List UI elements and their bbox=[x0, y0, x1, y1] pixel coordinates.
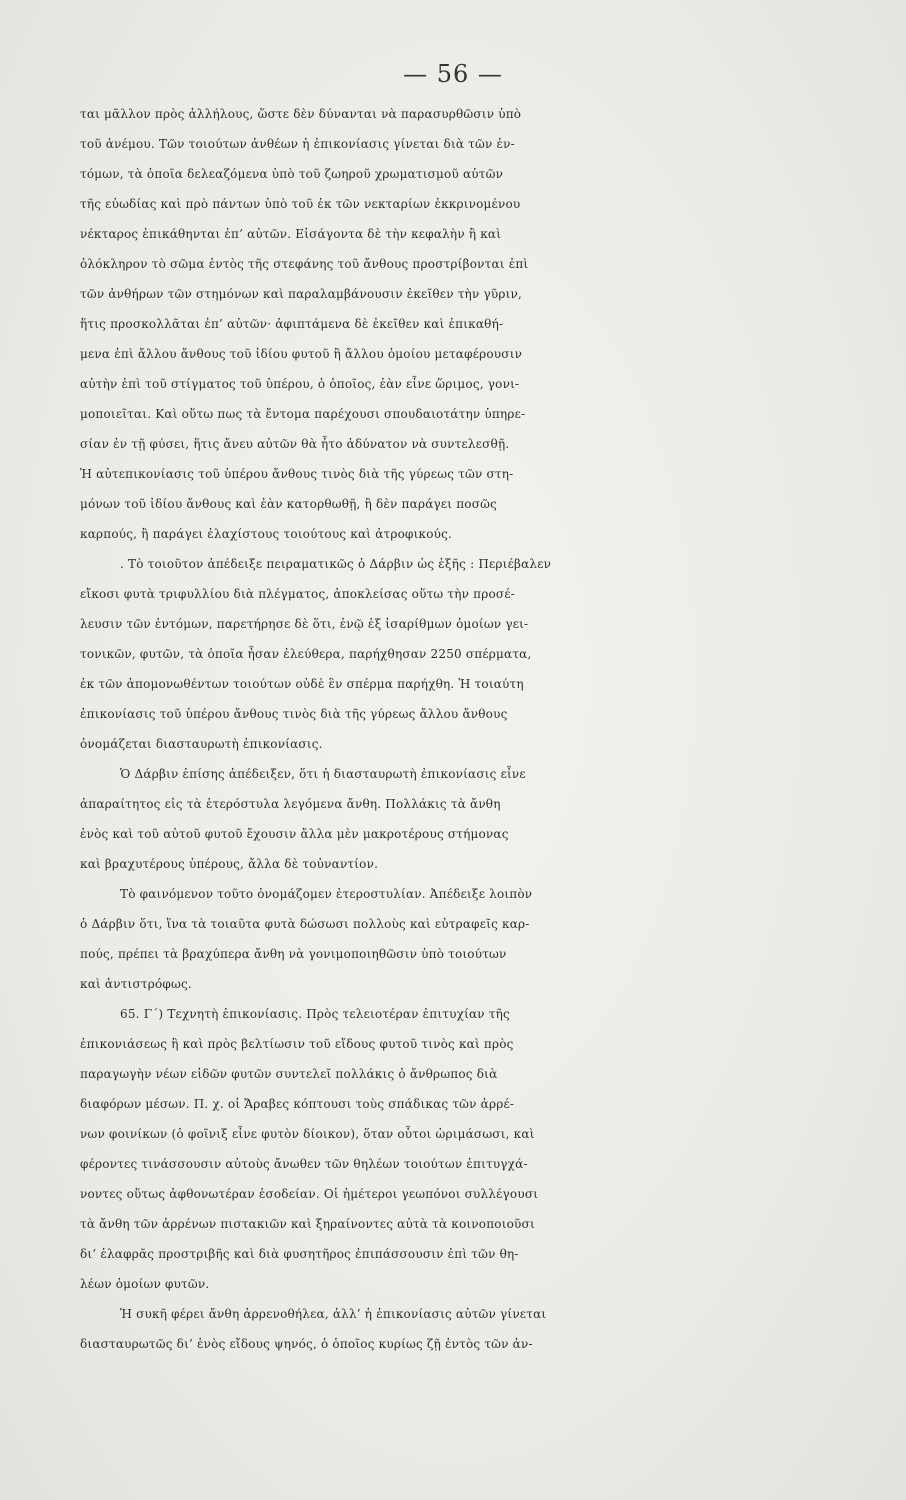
text-line: εἴκοσι φυτὰ τριφυλλίου διὰ πλέγματος, ἀποκλείσας οὕτω τὴν προσέ- bbox=[80, 587, 515, 601]
text-line: λέων ὁμοίων φυτῶν. bbox=[80, 1277, 210, 1291]
text-line: ται μᾶλλον πρὸς ἀλλήλους, ὥστε δὲν δύνανται νὰ παρασυρθῶσιν ὑπὸ bbox=[80, 107, 522, 121]
text-line: καὶ βραχυτέρους ὑπέρους, ἄλλα δὲ τοὐναντίον. bbox=[80, 857, 379, 871]
text-line: ἥτις προσκολλᾶται ἐπ’ αὐτῶν· ἀφιπτάμενα δὲ ἐκεῖθεν καὶ ἐπικαθή- bbox=[80, 317, 504, 331]
text-line: ἐκ τῶν ἀπομονωθέντων τοιούτων οὐδὲ ἓν σπέρμα παρήχθη. Ἡ τοιαύτη bbox=[80, 677, 524, 691]
text-line: μοποιεῖται. Καὶ οὕτω πως τὰ ἔντομα παρέχουσι σπουδαιοτάτην ὑπηρε- bbox=[80, 407, 526, 421]
text-line: νοντες οὕτως ἀφθονωτέραν ἐσοδείαν. Οἱ ἡμέτεροι γεωπόνοι συλλέγουσι bbox=[80, 1187, 539, 1201]
text-line: καρπούς, ἢ παράγει ἐλαχίστους τοιούτους καὶ ἀτροφικούς. bbox=[80, 527, 453, 541]
text-line: Ἡ αὐτεπικονίασις τοῦ ὑπέρου ἄνθους τινὸς διὰ τῆς γύρεως τῶν στη- bbox=[80, 467, 514, 481]
text-line: ἐπικονίασις τοῦ ὑπέρου ἄνθους τινὸς διὰ τῆς γύρεως ἄλλου ἄνθους bbox=[80, 707, 508, 721]
text-line: τοῦ ἀνέμου. Τῶν τοιούτων ἀνθέων ἡ ἐπικονίασις γίνεται διὰ τῶν ἐν- bbox=[80, 137, 515, 151]
text-line: διασταυρωτῶς δι’ ἑνὸς εἴδους ψηνός, ὁ ὁποῖος κυρίως ζῇ ἐντὸς τῶν ἀν- bbox=[80, 1337, 533, 1351]
text-line: ὁ Δάρβιν ὅτι, ἵνα τὰ τοιαῦτα φυτὰ δώσωσι πολλοὺς καὶ εὐτραφεῖς καρ- bbox=[80, 917, 530, 931]
text-line: καὶ ἀντιστρόφως. bbox=[80, 977, 192, 991]
text-line: μενα ἐπὶ ἄλλου ἄνθους τοῦ ἰδίου φυτοῦ ἢ ἄλλου ὁμοίου μεταφέρουσιν bbox=[80, 347, 523, 361]
text-line: ἑνὸς καὶ τοῦ αὐτοῦ φυτοῦ ἔχουσιν ἄλλα μὲν μακροτέρους στήμονας bbox=[80, 827, 509, 841]
page-number: — 56 — bbox=[403, 60, 503, 88]
text-line: νέκταρος ἐπικάθηνται ἐπ’ αὐτῶν. Εἰσάγοντα δὲ τὴν κεφαλὴν ἢ καὶ bbox=[80, 227, 502, 241]
text-line: ἐπικονιάσεως ἢ καὶ πρὸς βελτίωσιν τοῦ εἴδους φυτοῦ τινὸς καὶ πρὸς bbox=[80, 1037, 514, 1051]
text-line: ὀνομάζεται διασταυρωτὴ ἐπικονίασις. bbox=[80, 737, 323, 751]
text-line: Τὸ φαινόμενον τοῦτο ὀνομάζομεν ἑτεροστυλίαν. Ἀπέδειξε λοιπὸν bbox=[120, 887, 533, 901]
text-line: αὐτὴν ἐπὶ τοῦ στίγματος τοῦ ὑπέρου, ὁ ὁποῖος, ἐὰν εἶνε ὥριμος, γονι- bbox=[80, 377, 520, 391]
text-line: φέροντες τινάσσουσιν αὐτοὺς ἄνωθεν τῶν θηλέων τοιούτων ἐπιτυγχά- bbox=[80, 1157, 528, 1171]
text-line: τῆς εὐωδίας καὶ πρὸ πάντων ὑπὸ τοῦ ἐκ τῶν νεκταρίων ἐκκρινομένου bbox=[80, 197, 521, 211]
text-line: παραγωγὴν νέων εἰδῶν φυτῶν συντελεῖ πολλάκις ὁ ἄνθρωπος διὰ bbox=[80, 1067, 498, 1081]
text-line: λευσιν τῶν ἐντόμων, παρετήρησε δὲ ὅτι, ἐνῷ ἐξ ἰσαρίθμων ὁμοίων γει- bbox=[80, 617, 529, 631]
text-line: σίαν ἐν τῇ φύσει, ἥτις ἄνευ αὐτῶν θὰ ἦτο ἀδύνατον νὰ συντελεσθῇ. bbox=[80, 437, 510, 451]
text-line: Ἡ συκῆ φέρει ἄνθη ἀρρενοθήλεα, ἀλλ’ ἡ ἐπικονίασις αὐτῶν γίνεται bbox=[120, 1307, 547, 1321]
text-line: τὰ ἄνθη τῶν ἀρρένων πιστακιῶν καὶ ξηραίνοντες αὐτὰ τὰ κοινοποιοῦσι bbox=[80, 1217, 535, 1231]
text-line: διαφόρων μέσων. Π. χ. οἱ Ἄραβες κόπτουσι τοὺς σπάδικας τῶν ἀρρέ- bbox=[80, 1097, 515, 1111]
text-line: Ὁ Δάρβιν ἐπίσης ἀπέδειξεν, ὅτι ἡ διασταυρωτὴ ἐπικονίασις εἶνε bbox=[120, 767, 526, 781]
text-line: νων φοινίκων (ὁ φοῖνιξ εἶνε φυτὸν δίοικον), ὅταν οὗτοι ὡριμάσωσι, καὶ bbox=[80, 1127, 535, 1141]
text-line: τῶν ἀνθήρων τῶν στημόνων καὶ παραλαμβάνουσιν ἐκεῖθεν τὴν γῦριν, bbox=[80, 287, 522, 301]
text-line: τόμων, τὰ ὁποῖα δελεαζόμενα ὑπὸ τοῦ ζωηροῦ χρωματισμοῦ αὐτῶν bbox=[80, 167, 504, 181]
text-line: μόνων τοῦ ἰδίου ἄνθους καὶ ἐὰν κατορθωθῇ, ἢ δὲν παράγει ποσῶς bbox=[80, 497, 498, 511]
text-line: ἀπαραίτητος εἰς τὰ ἑτερόστυλα λεγόμενα ἄνθη. Πολλάκις τὰ ἄνθη bbox=[80, 797, 501, 811]
text-line: πούς, πρέπει τὰ βραχύπερα ἄνθη νὰ γονιμοποιηθῶσιν ὑπὸ τοιούτων bbox=[80, 947, 507, 961]
text-line: ὁλόκληρον τὸ σῶμα ἐντὸς τῆς στεφάνης τοῦ ἄνθους προστρίβονται ἐπὶ bbox=[80, 257, 529, 271]
text-line: . Τὸ τοιοῦτον ἀπέδειξε πειραματικῶς ὁ Δάρβιν ὡς ἑξῆς : Περιέβαλεν bbox=[120, 557, 552, 571]
text-line: δι’ ἐλαφρᾶς προστριβῆς καὶ διὰ φυσητῆρος ἐπιπάσσουσιν ἐπὶ τῶν θη- bbox=[80, 1247, 519, 1261]
text-line: τονικῶν, φυτῶν, τὰ ὁποῖα ἦσαν ἐλεύθερα, παρήχθησαν 2250 σπέρματα, bbox=[80, 647, 532, 661]
section-heading-line: 65. Γ΄) Τεχνητὴ ἐπικονίασις. Πρὸς τελειοτέραν ἐπιτυχίαν τῆς bbox=[120, 1007, 510, 1021]
